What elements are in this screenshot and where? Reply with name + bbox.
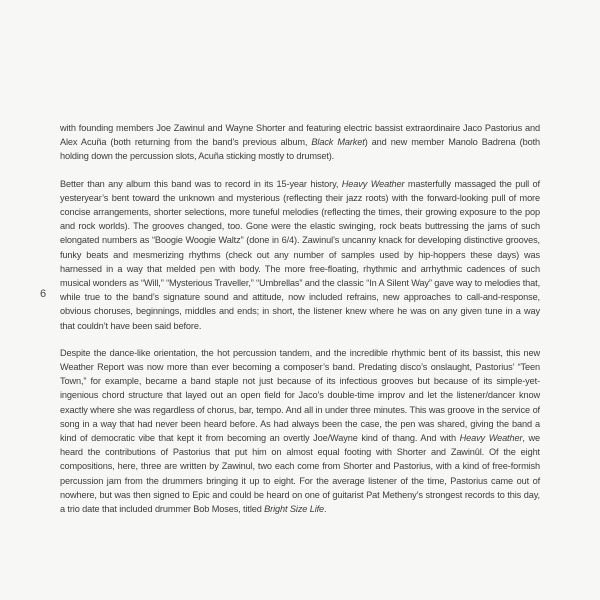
paragraph-1-text-b: ) and new member Manolo Badrena (both holding down the percussion slots, Acuña sticking mostly to drumset). (60, 137, 540, 162)
paragraph-3-text-a: Despite the dance-like orientation, the hot percussion tandem, and the incredible rhythmic bent of its bassist, this new Weather Report was now more than ever becoming a composer’s band. Predating disco’s onslaught, Pastorius’ “Teen Town,” for example, became a band staple not just because of its infectious grooves but because of its simple-yet-ingenious chord structure that layed out an open field for Jaco’s double-time improv and let the listener/dancer know exactly where she was regardless of chorus, bar, tempo. And all in under three minutes. This was groove in the service of song in a way that had never been heard before. As had always been the case, the pen was shared, giving the band a kind of democratic vibe that kept it from becoming an overtly Joe/Wayne kind of thang. And with (60, 347, 540, 444)
album-title-heavy-weather: Heavy Weather (341, 178, 405, 189)
paragraph-1 (60, 121, 540, 164)
album-title-black-market: Black Market (311, 137, 365, 148)
paragraph-3-text-b: , we heard the contributions of Pastorius that put him on almost equal footing with Shorter and Zawinûl. Of the eight compositions, here, three are written by Zawinul, two each come from Shorter and Pastorius, with a kind of free-formish percussion jam from the drummers bringing it up to eight. For the average listener of the time, Pastorius came out of nowhere, but was then signed to Epic and could be heard on one of guitarist Pat Metheny’s strongest records to this day, a trio date that included drummer Bob Moses, titled (60, 433, 540, 515)
album-title-bright-size-life: Bright Size Life (264, 504, 325, 515)
paragraph-2-text-b: masterfully massaged the pull of yesteryear’s bent toward the unknown and mysterious (reflecting their jazz roots) with the forward-looking pull of more concise arrangements, shorter selections, more tuneful melodies (reflecting the times, their growing exposure to the pop and rock worlds). The grooves changed, too. Gone were the elastic swinging, rock beats buttressing the jams of such elongated numbers as “Boogie Woogie Waltz” (done in 6/4). Zawinul’s uncanny knack for developing distinctive grooves, funky beats and mesmerizing rhythms (check out any number of samples used by hip-hoppers these days) was harnessed in a way that melded pen with body. The more free-floating, rhythmic and arrhythmic cadences of such musical wonders as “Will,” “Mysterious Traveller,” “Umbrellas” and the classic “In A Silent Way” gave way to melodies that, while true to the band’s signature sound and attitude, now included refrains, new approaches to call-and-response, obvious choruses, beginnings, middles and ends; in short, the listener knew where he was on any given tune in a way that couldn’t have been said before. (60, 178, 540, 331)
paragraph-1-text-a: with founding members Joe Zawinul and Wayne Shorter and featuring electric bassist extraordinaire Jaco Pastorius and Alex Acuña (both returning from the band’s previous album, (60, 123, 540, 148)
paragraph-2 (60, 177, 540, 333)
body-text-column (60, 121, 540, 516)
page-number: 6 (40, 288, 47, 300)
paragraph-3 (60, 346, 540, 516)
paragraph-2-text-a: Better than any album this band was to record in its 15-year history, (60, 178, 342, 189)
paragraph-3-text-c: . (324, 504, 327, 515)
album-title-heavy-weather-2: Heavy Weather (459, 433, 523, 444)
